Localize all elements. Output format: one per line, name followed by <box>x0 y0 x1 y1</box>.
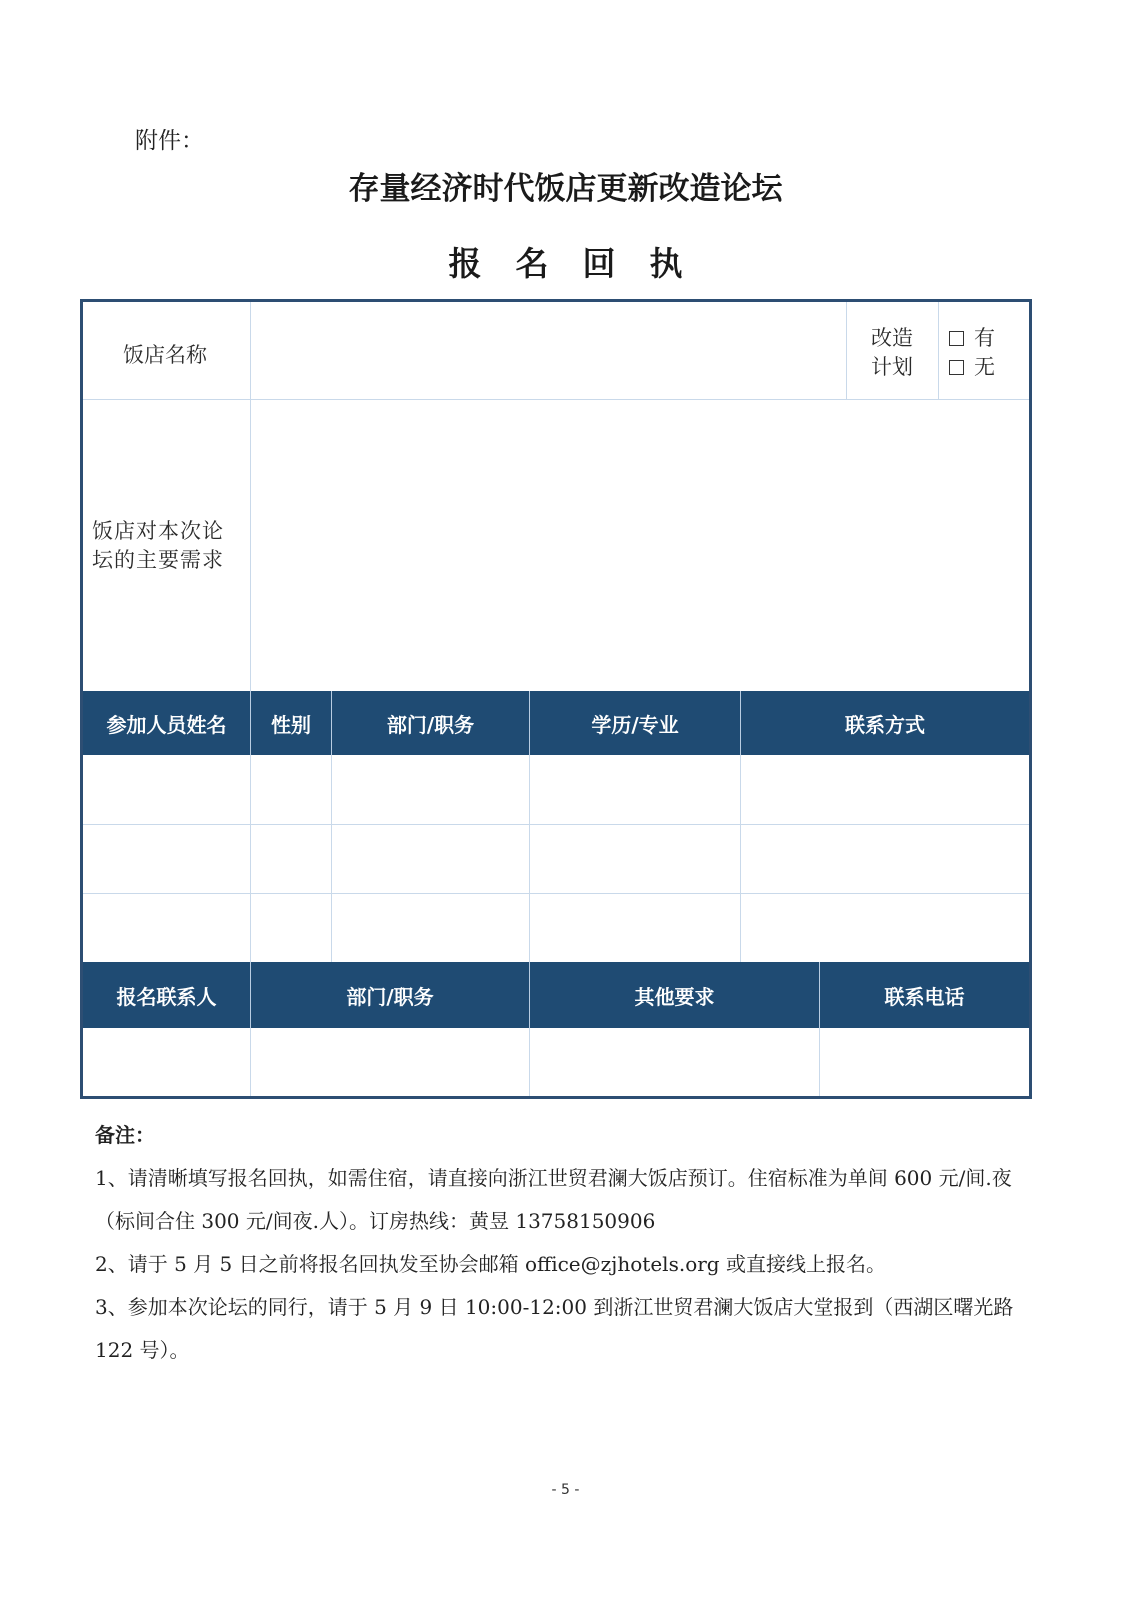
renovation-plan-label <box>871 324 913 382</box>
participant-row[interactable] <box>83 893 1029 962</box>
needs-label-line1: 饭店对本次论 <box>92 519 224 543</box>
note-item: 2、请于 5 月 5 日之前将报名回执发至协会邮箱 office@zjhotels.org 或直接线上报名。 <box>95 1252 886 1276</box>
note-item: 3、参加本次论坛的同行，请于 5 月 9 日 10:00-12:00 到浙江世贸君澜大饭店大堂报到（西湖区曙光路 122 号）。 <box>95 1295 1014 1362</box>
header-gender: 性别 <box>271 712 311 737</box>
page-subtitle: 报名回执 <box>448 244 717 283</box>
notes-title: 备注： <box>95 1123 155 1147</box>
renovation-label-line1: 改造 <box>871 326 913 350</box>
header-registration-contact: 报名联系人 <box>116 984 217 1009</box>
note-item: 1、请清晰填写报名回执，如需住宿，请直接向浙江世贸君澜大饭店预订。住宿标准为单间 600 元/间.夜（标间合住 300 元/间夜.人）。订房热线：黄昱 13758150906 <box>95 1166 1012 1233</box>
header-other-requirements: 其他要求 <box>634 984 715 1009</box>
header-contact-method: 联系方式 <box>845 712 925 737</box>
registration-form <box>80 299 1032 1099</box>
header-department-position: 部门/职务 <box>386 712 475 737</box>
header-contact-department: 部门/职务 <box>346 984 434 1009</box>
option-yes-label: 有 <box>974 326 995 350</box>
page-number: - 5 - <box>551 1482 580 1498</box>
option-no-label: 无 <box>974 355 995 379</box>
participant-row[interactable] <box>83 824 1029 893</box>
hotel-name-field[interactable] <box>251 302 846 399</box>
renovation-option-yes[interactable] <box>949 324 995 353</box>
contact-row[interactable] <box>83 1028 1029 1096</box>
needs-label-line2: 坛的主要需求 <box>92 548 224 572</box>
needs-label <box>92 517 224 575</box>
checkbox-icon[interactable] <box>949 360 964 375</box>
renovation-options <box>949 324 995 382</box>
participant-row[interactable] <box>83 755 1029 824</box>
header-participant-name: 参加人员姓名 <box>106 712 227 737</box>
notes-section <box>95 1114 1035 1372</box>
checkbox-icon[interactable] <box>949 331 964 346</box>
attachment-label: 附件： <box>135 128 204 154</box>
hotel-name-label: 饭店名称 <box>123 343 207 367</box>
renovation-option-no[interactable] <box>949 353 995 382</box>
needs-field[interactable] <box>251 400 1032 691</box>
header-contact-phone: 联系电话 <box>884 984 965 1009</box>
renovation-label-line2: 计划 <box>871 355 913 379</box>
page-title: 存量经济时代饭店更新改造论坛 <box>348 171 783 207</box>
header-education-major: 学历/专业 <box>591 712 679 737</box>
